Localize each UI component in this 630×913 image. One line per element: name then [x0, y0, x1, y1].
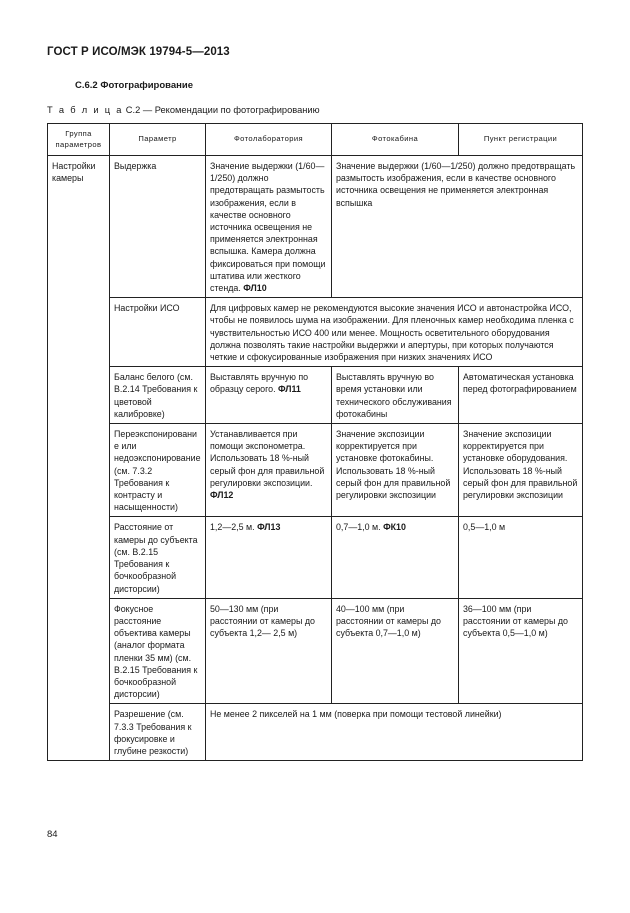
page-number: 84	[47, 829, 58, 840]
photolab-code: ФЛ12	[210, 490, 234, 501]
photolab-code: ФЛ10	[243, 283, 267, 294]
header-photobooth: Фотокабина	[332, 124, 459, 156]
table-row	[48, 156, 583, 298]
registration-cell: 0,5—1,0 м	[459, 517, 583, 598]
table-caption	[47, 105, 320, 115]
parameter-cell: Разрешение (см. 7.3.3 Требования к фокусировке и глубине резкости)	[110, 704, 206, 761]
photolab-code: ФЛ11	[278, 384, 301, 395]
merged-cell: Не менее 2 пикселей на 1 мм (поверка при помощи тестовой линейки)	[206, 704, 583, 761]
table-row	[48, 517, 583, 598]
parameter-cell: Выдержка	[110, 156, 206, 298]
merged-cell: Для цифровых камер не рекомендуются высокие значения ИСО и автонастройка ИСО, чтобы не появилось шума на изображении. Для пленочных камер необходима пленка с чувствительностью ИСО 400 или менее. Мощность осветительного оборудования должна позволять такие настройки выдержки и апертуры, при которых получаются четкие и сфокусированные изображения при низких значениях ИСО	[206, 298, 583, 367]
parameter-cell: Баланс белого (см. В.2.14 Требования к цветовой калибровке)	[110, 367, 206, 424]
table-label: Т а б л и ц а	[47, 105, 124, 115]
parameter-cell: Переэкспонирование или недоэкспонирование (см. 7.3.2 Требования к контрасту и насыщенности)	[110, 424, 206, 517]
photolab-cell	[206, 424, 332, 517]
registration-cell: Автоматическая установка перед фотографированием	[459, 367, 583, 424]
registration-cell: 36—100 мм (при расстоянии от камеры до субъекта 0,5—1,0 м)	[459, 598, 583, 704]
header-group: Группа параметров	[48, 124, 110, 156]
photobooth-cell: 40—100 мм (при расстоянии от камеры до субъекта 0,7—1,0 м)	[332, 598, 459, 704]
table-row	[48, 424, 583, 517]
standard-title: ГОСТ Р ИСО/МЭК 19794-5—2013	[47, 46, 230, 58]
parameter-cell: Расстояние от камеры до субъекта (см. В.2.15 Требования к бочкообразной дисторсии)	[110, 517, 206, 598]
group-cell: Настройки камеры	[48, 156, 110, 761]
photolab-text: Выставлять вручную по образцу серого.	[210, 372, 309, 395]
photolab-text: Значение выдержки (1/60—1/250) должно предотвращать размытость изображения, если в качестве основного источника освещения не применяется электронная вспышка. Камера должна фиксироваться при помощи штатива или жесткого стенда.	[210, 161, 326, 294]
photolab-cell	[206, 367, 332, 424]
photobooth-cell	[332, 517, 459, 598]
photobooth-code: ФК10	[383, 522, 406, 533]
photobooth-cell: Значение экспозиции корректируется при установке фотокабины. Использовать 18 %-ный серый фон для правильной регулировки экспозиции	[332, 424, 459, 517]
recommendations-table	[47, 123, 583, 761]
header-parameter: Параметр	[110, 124, 206, 156]
photobooth-text: 0,7—1,0 м.	[336, 522, 381, 533]
photobooth-cell: Выставлять вручную во время установки или технического обслуживания фотокабины	[332, 367, 459, 424]
header-registration: Пункт регистрации	[459, 124, 583, 156]
photolab-cell	[206, 156, 332, 298]
photolab-text: 1,2—2,5 м.	[210, 522, 255, 533]
photolab-cell	[206, 517, 332, 598]
photobooth-registration-cell: Значение выдержки (1/60—1/250) должно предотвращать размытость изображения, если в качестве основного источника освещения не применяется электронная вспышка	[332, 156, 583, 298]
table-header-row	[48, 124, 583, 156]
parameter-cell: Фокусное расстояние объектива камеры (аналог формата пленки 35 мм) (см. В.2.15 Требования к бочкообразной дисторсии)	[110, 598, 206, 704]
table-caption-text: С.2 — Рекомендации по фотографированию	[125, 105, 320, 115]
table-row	[48, 704, 583, 761]
photolab-text: Устанавливается при помощи экспонометра. Использовать 18 %-ный серый фон для правильной регулировки экспозиции.	[210, 429, 325, 488]
table-row	[48, 367, 583, 424]
table-row	[48, 598, 583, 704]
photolab-cell: 50—130 мм (при расстоянии от камеры до субъекта 1,2— 2,5 м)	[206, 598, 332, 704]
parameter-cell: Настройки ИСО	[110, 298, 206, 367]
section-title: С.6.2 Фотографирование	[75, 80, 194, 91]
header-photolab: Фотолаборатория	[206, 124, 332, 156]
registration-cell: Значение экспозиции корректируется при установке оборудования. Использовать 18 %-ный серый фон для правильной регулировки экспозиции	[459, 424, 583, 517]
table-row	[48, 298, 583, 367]
photolab-code: ФЛ13	[257, 522, 281, 533]
